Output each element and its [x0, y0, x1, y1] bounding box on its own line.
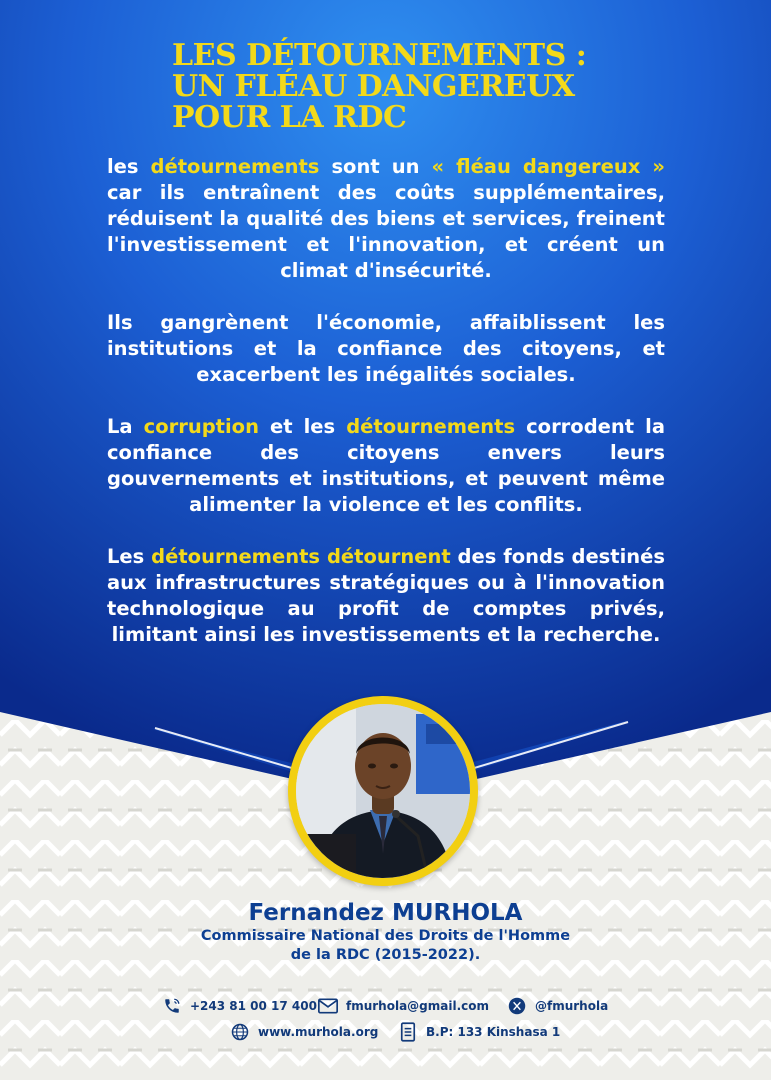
paragraph-text: La — [107, 415, 144, 438]
title-line-1: LES DÉTOURNEMENTS : — [172, 38, 587, 73]
phone-icon — [162, 996, 182, 1016]
author-name: Fernandez MURHOLA — [248, 900, 523, 926]
phone-number: +243 81 00 17 400 — [190, 999, 317, 1013]
page-title — [172, 40, 586, 133]
document-icon — [398, 1022, 418, 1042]
highlight-text: « fléau dangereux » — [431, 155, 665, 178]
contact-postal — [398, 1022, 560, 1042]
author-role-line-1: Commissaire National des Droits de l'Homme — [200, 928, 571, 944]
website-url: www.murhola.org — [258, 1025, 379, 1039]
globe-icon — [230, 1022, 250, 1042]
contact-website[interactable] — [230, 1022, 378, 1042]
photo-illustration — [296, 704, 470, 878]
postal-box: B.P: 133 Kinshasa 1 — [426, 1025, 561, 1039]
contact-x[interactable] — [507, 996, 608, 1016]
paragraph-text: car ils entraînent des coûts supplémentaires, réduisent la qualité des biens et services, freinent l'investissement et l'innovation, et créent un climat d'insécurité. — [107, 181, 665, 282]
title-line-3: POUR LA RDC — [172, 100, 407, 135]
paragraph-text: Les — [107, 545, 152, 568]
x-logo-icon — [507, 996, 527, 1016]
contact-email[interactable] — [318, 996, 489, 1016]
paragraph-text: sont un — [319, 155, 432, 178]
title-line-2: UN FLÉAU DANGEREUX — [172, 69, 575, 104]
paragraph-text: Ils gangrènent l'économie, affaiblissent les institutions et la confiance des citoyens, et exacerbent les inégalités sociales. — [107, 311, 665, 386]
paragraph-text: des fonds destinés aux infrastructures stratégiques ou à l'innovation technologique au profit de comptes privés, limitant ainsi les investissements et la recherche. — [107, 545, 665, 646]
highlight-text: corruption — [143, 415, 259, 438]
paragraph-1 — [107, 154, 665, 284]
contact-phone[interactable] — [162, 996, 317, 1016]
author-photo — [296, 704, 470, 878]
paragraph-3 — [107, 414, 665, 518]
highlight-text: détournements — [346, 415, 516, 438]
paragraph-2 — [107, 310, 665, 388]
paragraph-text: les — [107, 155, 151, 178]
paragraph-4 — [107, 544, 665, 648]
highlight-text: détournements détournent — [151, 545, 451, 568]
paragraph-text: corrodent la confiance des citoyens envers leurs gouvernements et institutions, et peuvent même alimenter la violence et les conflits. — [107, 415, 665, 516]
highlight-text: détournements — [150, 155, 320, 178]
mail-icon — [318, 996, 338, 1016]
portrait-frame — [288, 696, 478, 886]
author-role — [0, 927, 771, 965]
x-handle: @fmurhola — [535, 999, 609, 1013]
paragraph-text: et les — [258, 415, 347, 438]
author-role-line-2: de la RDC (2015-2022). — [290, 947, 481, 963]
email-address: fmurhola@gmail.com — [346, 999, 490, 1013]
